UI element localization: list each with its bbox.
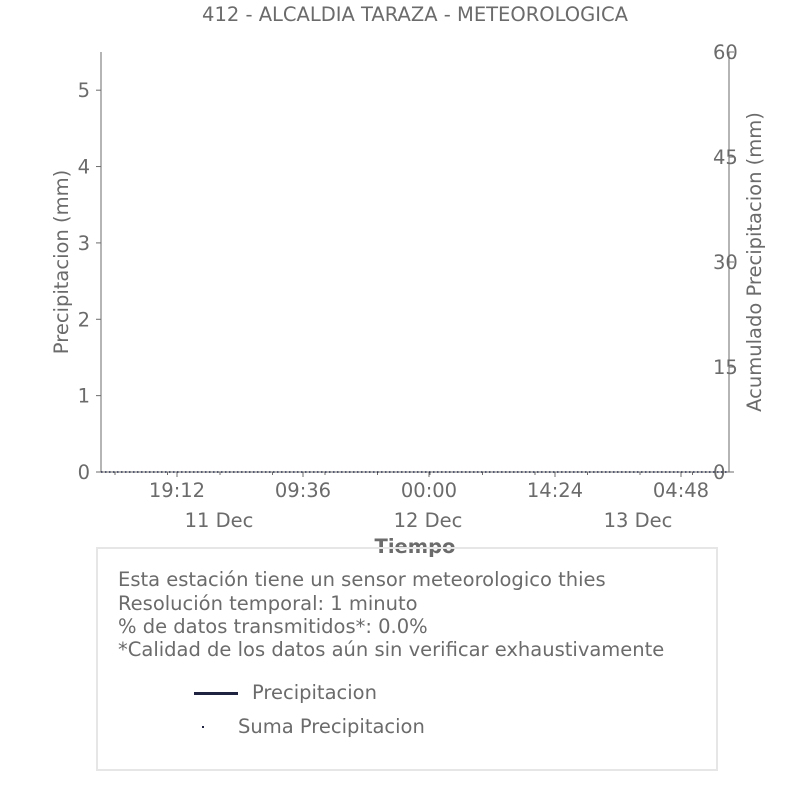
x-axis-label: Tiempo <box>374 535 456 558</box>
legend-label-suma-precipitacion: Suma Precipitacion <box>238 715 425 738</box>
legend-label-precipitacion: Precipitacion <box>252 681 377 704</box>
y2-tick-label: 60 <box>713 41 738 64</box>
info-box <box>96 547 718 771</box>
y-tick-label: 4 <box>77 155 90 179</box>
x-tick-label: 09:36 <box>274 479 332 502</box>
y-tick-label: 0 <box>77 461 90 484</box>
info-resolution-text: Resolución temporal: 1 minuto <box>118 592 418 615</box>
legend-dot-swatch <box>202 726 204 728</box>
x-tick-label: 14:24 <box>526 479 584 502</box>
y-tick-label: 5 <box>77 79 90 103</box>
right-y-ticks <box>713 41 738 484</box>
legend-line-swatch <box>194 692 238 695</box>
x-tick-label: 00:00 <box>400 479 458 502</box>
x-date-label: 13 Dec <box>603 509 673 532</box>
info-sensor-text: Esta estación tiene un sensor meteorologico thies <box>118 568 606 591</box>
y2-tick-label: 45 <box>713 146 738 169</box>
y2-axis-label: Acumulado Precipitacion (mm) <box>743 112 766 412</box>
left-y-ticks <box>78 79 101 484</box>
x-date-label: 12 Dec <box>393 509 463 532</box>
x-ticks <box>115 472 709 532</box>
x-tick-label: 19:12 <box>148 479 206 502</box>
x-date-label: 11 Dec <box>184 509 254 532</box>
y2-tick-label: 0 <box>713 461 726 484</box>
info-quality-text: *Calidad de los datos aún sin verificar exhaustivamente <box>118 638 665 661</box>
y2-tick-label: 30 <box>713 251 738 274</box>
x-tick-label: 04:48 <box>652 479 710 502</box>
chart-title: 412 - ALCALDIA TARAZA - METEOROLOGICA <box>202 3 628 26</box>
y-tick-label: 3 <box>77 231 90 255</box>
y-tick-label: 1 <box>77 384 90 408</box>
y-axis-label: Precipitacion (mm) <box>50 169 73 355</box>
y-tick-label: 2 <box>77 308 90 332</box>
info-transmitted-text: % de datos transmitidos*: 0.0% <box>118 615 428 638</box>
plot-area <box>101 52 729 472</box>
y2-tick-label: 15 <box>713 356 738 379</box>
